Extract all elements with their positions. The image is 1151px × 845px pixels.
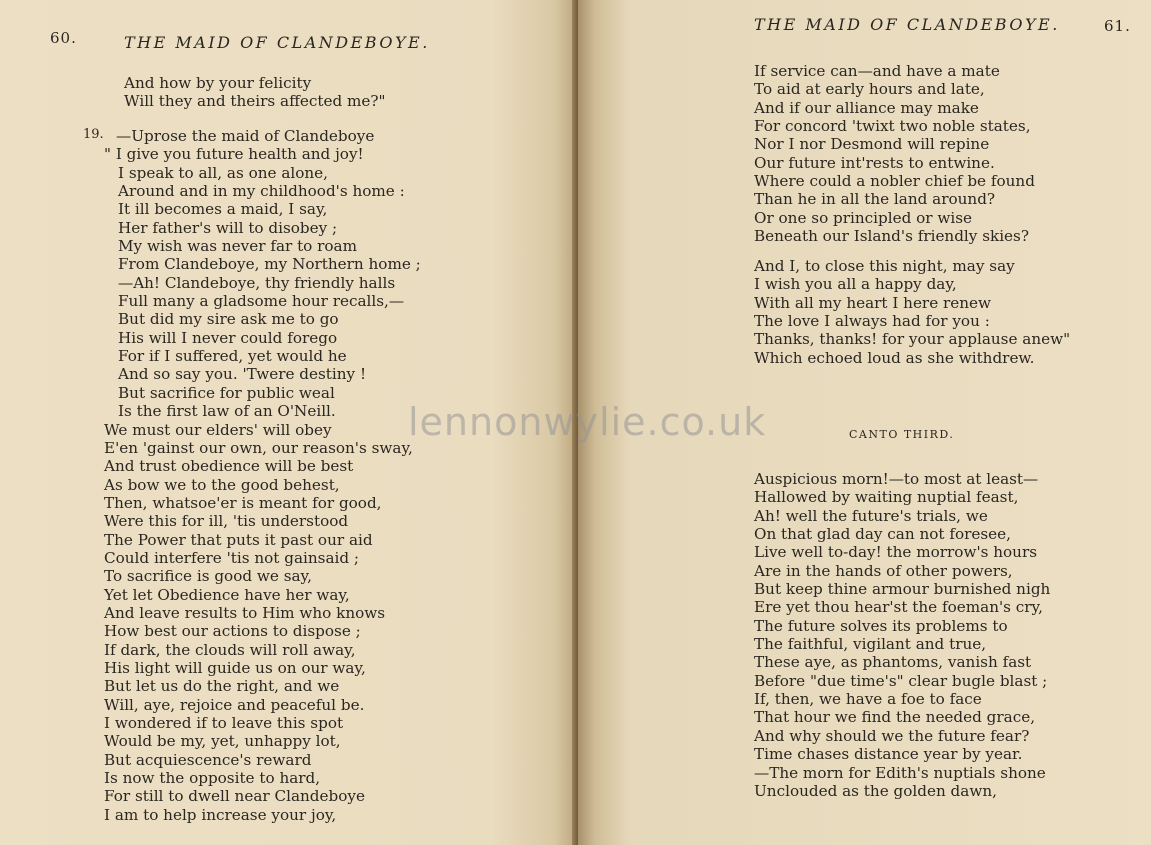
- verse-block-top: [754, 62, 1035, 245]
- verse-line: Is now the opposite to hard,: [104, 769, 321, 788]
- verse-line: As bow we to the good behest,: [104, 475, 340, 494]
- verse-line: But did my sire ask me to go: [118, 310, 339, 329]
- verse-line: If, then, we have a foe to face: [754, 690, 982, 709]
- verse-line: Ah! well the future's trials, we: [754, 506, 988, 525]
- verse-line: Nor I nor Desmond will repine: [754, 135, 990, 154]
- verse-line: But keep thine armour burnished nigh: [754, 580, 1051, 599]
- verse-line: Were this for ill, 'tis understood: [104, 512, 349, 531]
- verse-line: Would be my, yet, unhappy lot,: [104, 732, 341, 751]
- verse-line: Unclouded as the golden dawn,: [754, 781, 997, 800]
- canto-heading: CANTO THIRD.: [849, 428, 955, 441]
- verse-line: But let us do the right, and we: [104, 677, 340, 696]
- verse-line: That hour we find the needed grace,: [754, 708, 1036, 727]
- verse-block-middle: [754, 257, 1070, 367]
- verse-line: " I give you future health and joy!: [104, 145, 364, 164]
- verse-line: For concord 'twixt two noble states,: [754, 117, 1031, 136]
- verse-line: And I, to close this night, may say: [754, 257, 1015, 275]
- verse-line: My wish was never far to roam: [118, 237, 358, 256]
- verse-line: And if our alliance may make: [754, 98, 979, 117]
- verse-line: Before "due time's" clear bugle blast ;: [754, 671, 1048, 690]
- page-number: 60.: [50, 29, 77, 47]
- verse-line: It ill becomes a maid, I say,: [118, 200, 328, 219]
- verse-block-main: [104, 127, 421, 824]
- verse-line: I wish you all a happy day,: [754, 275, 957, 294]
- running-head: THE MAID OF CLANDEBOYE.: [124, 33, 430, 52]
- watermark: lennonwylie.co.uk: [408, 400, 767, 444]
- verse-line: And so say you. 'Twere destiny !: [118, 365, 367, 384]
- verse-line: Beneath our Island's friendly skies?: [754, 227, 1029, 246]
- verse-line: Her father's will to disobey ;: [118, 218, 338, 237]
- running-head: THE MAID OF CLANDEBOYE.: [754, 15, 1060, 34]
- verse-line: —Uprose the maid of Clandeboye: [116, 127, 375, 145]
- verse-line: His will I never could forego: [118, 328, 338, 347]
- verse-line: Are in the hands of other powers,: [754, 561, 1013, 580]
- verse-line: The Power that puts it past our aid: [104, 530, 373, 549]
- verse-line: Around and in my childhood's home :: [118, 182, 405, 201]
- verse-line: Which echoed loud as she withdrew.: [754, 348, 1035, 367]
- verse-block-top: [124, 74, 386, 111]
- verse-line: To sacrifice is good we say,: [104, 567, 312, 586]
- verse-block-canto: [754, 470, 1050, 800]
- verse-line: To aid at early hours and late,: [754, 80, 985, 99]
- verse-line: And trust obedience will be best: [104, 457, 354, 476]
- verse-line: The future solves its problems to: [754, 616, 1008, 635]
- verse-line: How best our actions to dispose ;: [104, 622, 361, 641]
- verse-line: Than he in all the land around?: [754, 190, 996, 209]
- verse-line: And why should we the future fear?: [754, 726, 1030, 745]
- verse-line: From Clandeboye, my Northern home ;: [118, 255, 421, 274]
- verse-line: His light will guide us on our way,: [104, 658, 366, 677]
- page-number: 61.: [1104, 17, 1131, 35]
- verse-line: Will they and theirs affected me?": [124, 92, 386, 111]
- verse-line: The love I always had for you :: [754, 312, 990, 331]
- stanza-number: 19.: [83, 127, 104, 142]
- verse-line: I speak to all, as one alone,: [118, 163, 328, 182]
- verse-line: For still to dwell near Clandeboye: [104, 787, 365, 806]
- verse-line: Yet let Obedience have her way,: [104, 585, 350, 604]
- verse-line: For if I suffered, yet would he: [118, 347, 347, 366]
- verse-line: Or one so principled or wise: [754, 208, 973, 227]
- verse-line: Where could a nobler chief be found: [754, 172, 1035, 191]
- verse-line: On that glad day can not foresee,: [754, 525, 1011, 544]
- verse-line: Will, aye, rejoice and peaceful be.: [104, 695, 365, 714]
- verse-line: If dark, the clouds will roll away,: [104, 640, 356, 659]
- verse-line: Our future int'rests to entwine.: [754, 153, 995, 172]
- verse-line: And how by your felicity: [124, 74, 312, 92]
- verse-line: Time chases distance year by year.: [754, 745, 1023, 764]
- verse-line: But sacrifice for public weal: [118, 383, 335, 402]
- verse-line: With all my heart I here renew: [754, 293, 992, 312]
- verse-line: These aye, as phantoms, vanish fast: [754, 653, 1032, 672]
- verse-line: —Ah! Clandeboye, thy friendly halls: [118, 273, 396, 292]
- verse-line: I wondered if to leave this spot: [104, 714, 344, 732]
- verse-line: We must our elders' will obey: [104, 420, 332, 439]
- verse-line: Live well to-day! the morrow's hours: [754, 543, 1038, 562]
- verse-line: And leave results to Him who knows: [104, 603, 386, 622]
- verse-line: Hallowed by waiting nuptial feast,: [754, 488, 1019, 507]
- verse-line: Ere yet thou hear'st the foeman's cry,: [754, 598, 1043, 617]
- verse-line: I am to help increase your joy,: [104, 805, 337, 824]
- verse-line: Thanks, thanks! for your applause anew": [754, 330, 1071, 349]
- verse-line: Is the first law of an O'Neill.: [118, 402, 336, 421]
- verse-line: Auspicious morn!—to most at least—: [754, 470, 1039, 488]
- verse-line: —The morn for Edith's nuptials shone: [754, 763, 1046, 782]
- verse-line: But acquiescence's reward: [104, 750, 312, 769]
- verse-line: If service can—and have a mate: [754, 62, 1000, 80]
- verse-line: Could interfere 'tis not gainsaid ;: [104, 548, 360, 567]
- verse-line: Then, whatsoe'er is meant for good,: [104, 493, 382, 512]
- verse-line: The faithful, vigilant and true,: [754, 635, 987, 654]
- verse-line: Full many a gladsome hour recalls,—: [118, 292, 405, 311]
- verse-line: E'en 'gainst our own, our reason's sway,: [104, 438, 413, 457]
